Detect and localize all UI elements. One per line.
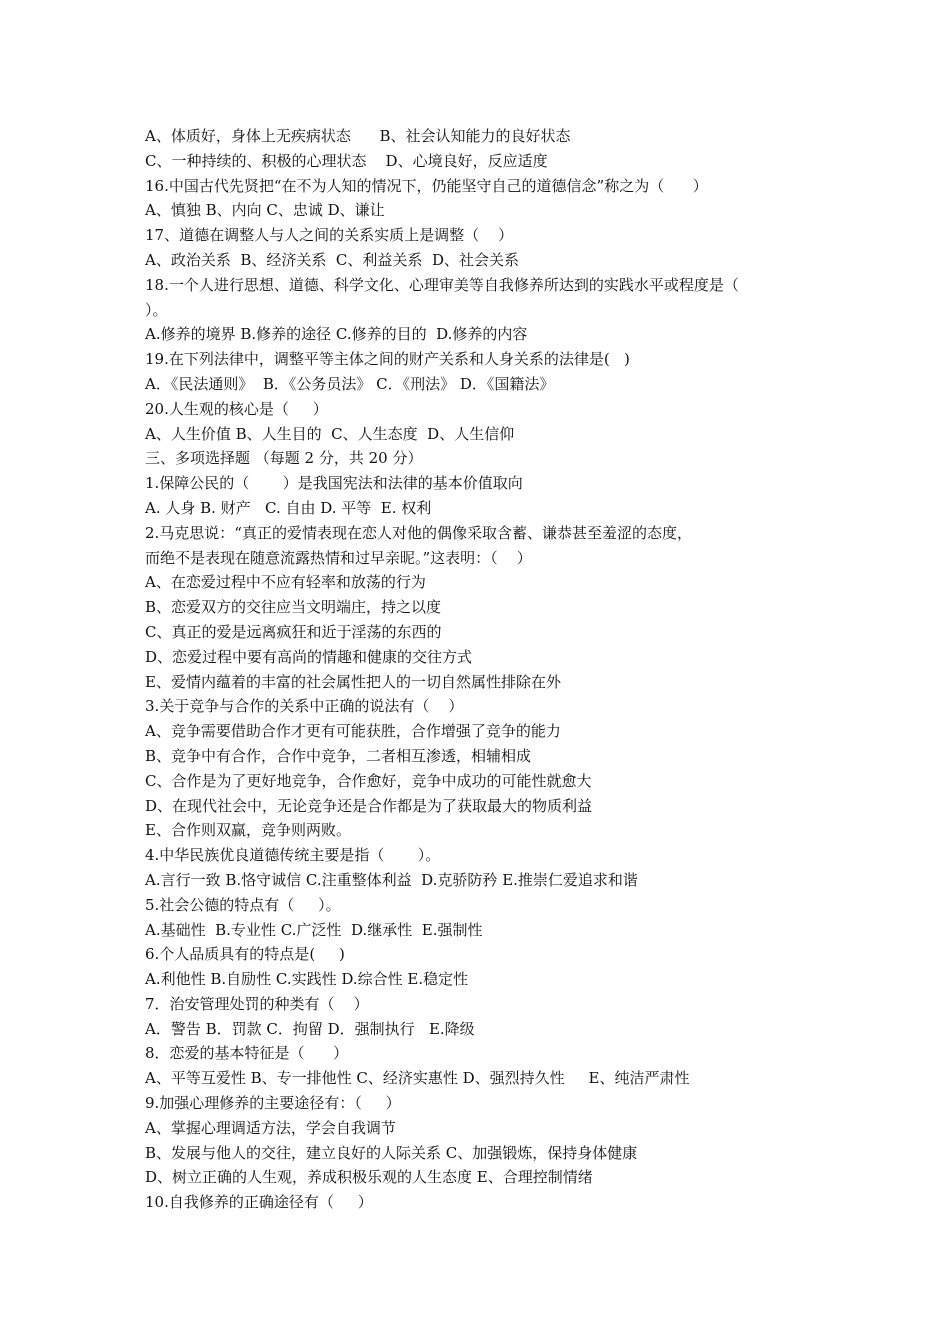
text-line: 6.个人品质具有的特点是( ) bbox=[145, 945, 345, 964]
text-line: B、竞争中有合作，合作中竞争，二者相互渗透，相辅相成 bbox=[145, 746, 532, 765]
document-body bbox=[145, 124, 825, 1215]
text-line: E、爱情内蕴着的丰富的社会属性把人的一切自然属性排除在外 bbox=[145, 672, 561, 691]
text-line: E、合作则双赢，竞争则两败。 bbox=[145, 821, 351, 840]
text-line: 10.自我修养的正确途径有（ ） bbox=[145, 1193, 373, 1212]
text-line: 16.中国古代先贤把“在不为人知的情况下，仍能坚守自己的道德信念”称之为（ ） bbox=[145, 176, 708, 195]
text-line: 3.关于竞争与合作的关系中正确的说法有（ ） bbox=[145, 697, 464, 716]
text-line: 19.在下列法律中，调整平等主体之间的财产关系和人身关系的法律是( ) bbox=[145, 350, 630, 369]
text-line: D、树立正确的人生观，养成积极乐观的人生态度 E、合理控制情绪 bbox=[145, 1168, 593, 1187]
text-line: 4.中华民族优良道德传统主要是指（ ）。 bbox=[145, 846, 441, 865]
text-line: C、真正的爱是远离疯狂和近于淫荡的东西的 bbox=[145, 622, 442, 641]
text-line: B、恋爱双方的交往应当文明端庄，持之以度 bbox=[145, 598, 442, 617]
text-line: A. 人身 B. 财产 C. 自由 D. 平等 E. 权利 bbox=[145, 498, 432, 517]
text-line: C、一种持续的、积极的心理状态 D、心境良好，反应适度 bbox=[145, 151, 548, 170]
text-line: 三、多项选择题 （每题 2 分，共 20 分） bbox=[145, 449, 423, 468]
text-line: A、竞争需要借助合作才更有可能获胜，合作增强了竞争的能力 bbox=[145, 722, 561, 741]
text-line: A.修养的境界 B.修养的途径 C.修养的目的 D.修养的内容 bbox=[145, 325, 528, 344]
text-line: 7．治安管理处罚的种类有（ ） bbox=[145, 994, 369, 1013]
text-line: 1.保障公民的（ ）是我国宪法和法律的基本价值取向 bbox=[145, 474, 523, 493]
text-line: A、在恋爱过程中不应有轻率和放荡的行为 bbox=[145, 573, 426, 592]
text-line: 8．恋爱的基本特征是（ ） bbox=[145, 1044, 349, 1063]
text-line: D、在现代社会中，无论竞争还是合作都是为了获取最大的物质利益 bbox=[145, 796, 593, 815]
text-line: A.利他性 B.自励性 C.实践性 D.综合性 E.稳定性 bbox=[145, 970, 469, 989]
text-line: A、政治关系 B、经济关系 C、利益关系 D、社会关系 bbox=[145, 250, 519, 269]
text-line: A.基础性 B.专业性 C.广泛性 D.继承性 E.强制性 bbox=[145, 920, 483, 939]
text-line: A．警告 B．罚款 C．拘留 D．强制执行 E.降级 bbox=[145, 1019, 475, 1038]
text-line: A.言行一致 B.恪守诚信 C.注重整体利益 D.克骄防矜 E.推崇仁爱追求和谐 bbox=[145, 870, 638, 889]
text-line: D、恋爱过程中要有高尚的情趣和健康的交往方式 bbox=[145, 647, 473, 666]
text-line: 而绝不是表现在随意流露热情和过早亲昵。”这表明：（ ） bbox=[145, 548, 532, 567]
text-line: C、合作是为了更好地竞争，合作愈好，竞争中成功的可能性就愈大 bbox=[145, 771, 592, 790]
text-line: 2.马克思说：“真正的爱情表现在恋人对他的偶像采取含蓄、谦恭甚至羞涩的态度， bbox=[145, 523, 692, 542]
text-line: A、慎独 B、内向 C、忠诚 D、谦让 bbox=[145, 201, 385, 220]
text-line: A、体质好，身体上无疾病状态 B、社会认知能力的良好状态 bbox=[145, 127, 571, 145]
text-line: A、掌握心理调适方法，学会自我调节 bbox=[145, 1118, 396, 1137]
text-line: A、平等互爱性 B、专一排他性 C、经济实惠性 D、强烈持久性 E、纯洁严肃性 bbox=[145, 1069, 690, 1088]
text-line: 18.一个人进行思想、道德、科学文化、心理审美等自我修养所达到的实践水平或程度是（ bbox=[145, 275, 739, 294]
text-line: 17、道德在调整人与人之间的关系实质上是调整（ ） bbox=[145, 226, 514, 245]
text-line: A．《民法通则》 B．《公务员法》 C．《刑法》 D．《国籍法》 bbox=[145, 374, 555, 393]
text-line: 9.加强心理修养的主要途径有：（ ） bbox=[145, 1094, 401, 1113]
text-line: 5.社会公德的特点有（ ）。 bbox=[145, 895, 341, 914]
text-line: 20.人生观的核心是（ ） bbox=[145, 399, 328, 418]
text-line: ）。 bbox=[145, 300, 168, 319]
text-line: A、人生价值 B、人生目的 C、人生态度 D、人生信仰 bbox=[145, 424, 515, 443]
text-line: B、发展与他人的交往，建立良好的人际关系 C、加强锻炼，保持身体健康 bbox=[145, 1143, 638, 1162]
